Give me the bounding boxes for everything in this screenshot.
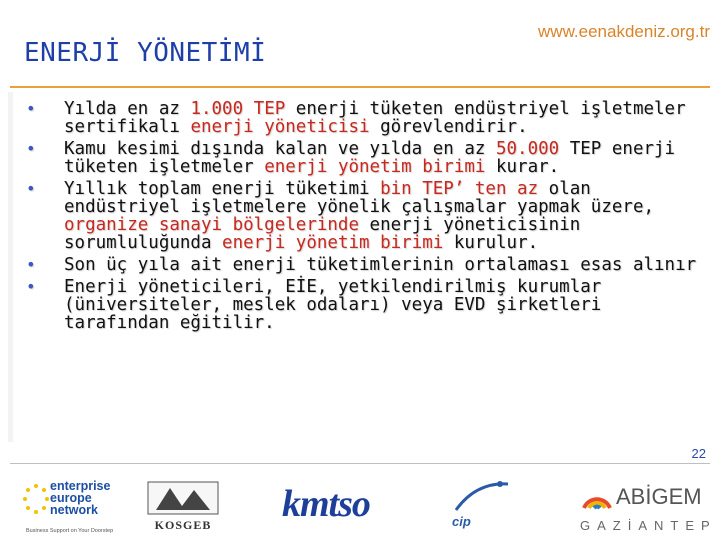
bullet-text: TEP enerji tüketen işletmeler xyxy=(64,139,676,177)
header-divider xyxy=(10,86,710,88)
bullet-text: kurar. xyxy=(485,157,560,177)
left-accent-bar xyxy=(8,92,13,442)
bullet-text: kurulur. xyxy=(443,233,539,253)
site-url: www.eenakdeniz.org.tr xyxy=(538,22,710,41)
kmtso-logo xyxy=(282,482,392,534)
highlighted-text: enerji yöneticisi xyxy=(190,117,370,137)
bullet-dot-icon: • xyxy=(26,99,36,118)
bullet-text: Yılda en az xyxy=(64,99,191,119)
cip-swoosh-icon xyxy=(452,478,512,514)
abigem-name: ABİGEM xyxy=(616,484,702,509)
kosgeb-text: KOSGEB xyxy=(154,518,212,532)
bullet-list xyxy=(22,100,702,336)
highlighted-text: enerji yönetim birimi xyxy=(264,157,486,177)
highlighted-text: organize sanayi bölgelerinde xyxy=(64,215,360,235)
bullet-item xyxy=(22,100,702,136)
highlighted-text: bin TEP’ ten az xyxy=(380,179,539,199)
cip-logo xyxy=(452,478,542,536)
abigem-logo xyxy=(580,474,720,540)
bullet-text: görevlendirir. xyxy=(369,117,528,137)
footer-divider xyxy=(10,463,710,464)
highlighted-text: 50.000 xyxy=(495,139,560,159)
een-line1: enterprise xyxy=(50,479,111,493)
bullet-item xyxy=(22,140,702,176)
bullet-text: Son üç yıla ait enerji tüketimlerinin ortalaması esas alınır xyxy=(64,255,697,275)
een-line2: europe xyxy=(50,491,92,505)
abigem-city: GAZİANTEP xyxy=(580,518,717,533)
footer-logos xyxy=(0,468,720,540)
kosgeb-emblem-icon xyxy=(146,480,220,516)
een-line3: network xyxy=(50,503,98,517)
bullet-item xyxy=(22,180,702,252)
een-star-icon xyxy=(22,480,52,524)
highlighted-text: 1.000 TEP xyxy=(190,99,286,119)
bullet-text: Enerji yöneticileri, EİE, yetkilendirilmiş kurumlar (üniversiteler, meslek odaları) veya EVD şirketleri tarafından eğitilir. xyxy=(64,277,602,333)
bullet-item xyxy=(22,256,702,274)
bullet-dot-icon: • xyxy=(26,139,36,158)
highlighted-text: enerji yönetim birimi xyxy=(222,233,444,253)
bullet-dot-icon: • xyxy=(26,179,36,198)
bullet-text: Yıllık toplam enerji tüketimi xyxy=(64,179,381,199)
cip-text: cip xyxy=(452,514,471,529)
slide-title: ENERJİ YÖNETİMİ xyxy=(24,38,267,68)
bullet-dot-icon: • xyxy=(26,277,36,296)
bullet-text: enerji tüketen endüstriyel işletmeler sertifikalı xyxy=(64,99,686,137)
enterprise-europe-network-logo xyxy=(22,478,142,536)
een-tagline: Business Support on Your Doorstep xyxy=(26,528,114,534)
kmtso-text: kmtso xyxy=(282,483,370,525)
abigem-arc-icon xyxy=(580,474,614,510)
bullet-item xyxy=(22,278,702,332)
bullet-dot-icon: • xyxy=(26,255,36,274)
bullet-text: olan endüstriyel işletmelere yönelik çalışmalar yapmak üzere, xyxy=(64,179,655,217)
kosgeb-logo xyxy=(146,480,220,536)
bullet-text: Kamu kesimi dışında kalan ve yılda en az xyxy=(64,139,496,159)
bullet-text: enerji yöneticisinin sorumluluğunda xyxy=(64,215,581,253)
page-number: 22 xyxy=(691,446,706,461)
